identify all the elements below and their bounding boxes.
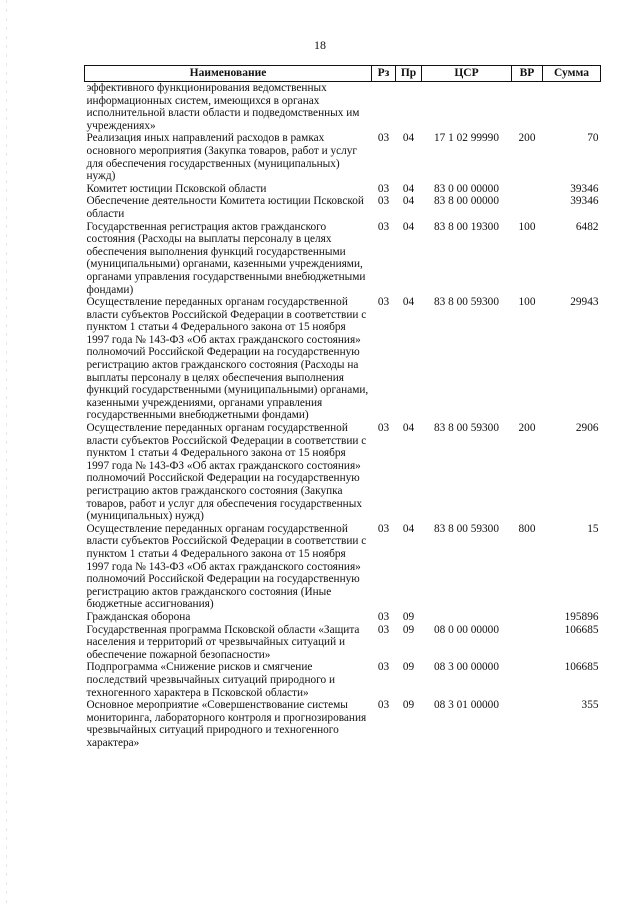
row-name: Государственная программа Псковской области «Защита населения и территорий от чрезвычайных ситуаций и обеспечение пожарной безопасности»: [86, 623, 360, 661]
row-sum: 355: [581, 699, 599, 712]
row-sum: 70: [587, 132, 599, 145]
page-number: 18: [314, 38, 326, 52]
row-pr: 04: [402, 132, 415, 145]
row-pr: 04: [402, 522, 415, 535]
table-row: [85, 296, 601, 422]
row-sum: 39346: [570, 195, 599, 208]
row-sum: 15: [587, 522, 599, 535]
row-rz: 03: [377, 182, 390, 195]
row-sum: 106685: [564, 661, 599, 674]
header-pr: Пр: [396, 66, 422, 82]
row-csr: 83 8 00 00000: [434, 195, 499, 208]
row-vr: [512, 624, 543, 662]
row-name: Осуществление переданных органам государственной власти субъектов Российской Федерации в соответствии с пунктом 1 статьи 4 Федерального закона от 15 ноября 1997 года № 143-ФЗ «Об актах гражданского состояния» полномочий Российской Федерации на государственную регистрацию актов гражданского состояния (Закупка товаров, работ и услуг для обеспечения государственных (муниципальных) нужд): [86, 422, 367, 523]
row-name: Осуществление переданных органам государственной власти субъектов Российской Федерации в соответствии с пунктом 1 статьи 4 Федерального закона от 15 ноября 1997 года № 143-ФЗ «Об актах гражданского состояния» полномочий Российской Федерации на государственную регистрацию актов гражданского состояния (Иные бюджетные ассигнования): [86, 522, 367, 611]
row-csr: [422, 611, 512, 624]
scan-edge-mark: [6, 0, 7, 905]
row-csr: 08 0 00 00000: [434, 623, 499, 636]
row-rz: 03: [377, 296, 390, 309]
row-sum: 6482: [575, 220, 599, 233]
row-sum: [543, 82, 601, 133]
row-rz: 03: [377, 610, 390, 623]
row-rz: 03: [377, 220, 390, 233]
row-csr: 08 3 01 00000: [434, 699, 499, 712]
header-rz: Рз: [372, 66, 396, 82]
row-csr: 83 8 00 59300: [434, 422, 499, 435]
table-row: [85, 611, 601, 624]
row-pr: 04: [402, 220, 415, 233]
row-vr: [512, 82, 543, 133]
row-pr: [396, 82, 422, 133]
row-pr: 04: [402, 422, 415, 435]
row-name: Гражданская оборона: [86, 610, 191, 623]
row-vr: 800: [518, 522, 536, 535]
row-vr: 100: [518, 220, 536, 233]
row-rz: [372, 82, 396, 133]
row-name: Государственная регистрация актов гражданского состояния (Расходы на выплаты персоналу в целях обеспечения выполнения функций государственными (муниципальными) органами, казенными учреждениями, органами управления государственными внебюджетными фондами): [86, 220, 366, 296]
table-row: [85, 221, 601, 297]
row-csr: 83 8 00 19300: [434, 220, 499, 233]
row-name: Реализация иных направлений расходов в рамках основного мероприятия (Закупка товаров, работ и услуг для обеспечения государственных (муниципальных) нужд): [86, 132, 358, 183]
table-row: [85, 183, 601, 196]
row-pr: 04: [402, 195, 415, 208]
row-csr: [422, 82, 512, 133]
row-vr: [512, 611, 543, 624]
row-csr: 83 0 00 00000: [434, 182, 499, 195]
header-csr: ЦСР: [422, 66, 512, 82]
row-vr: [512, 661, 543, 699]
row-csr: 17 1 02 99990: [434, 132, 499, 145]
table-row: [85, 82, 601, 133]
header-name: Наименование: [85, 66, 372, 82]
row-csr: 08 3 00 00000: [434, 661, 499, 674]
row-sum: 2906: [575, 422, 599, 435]
row-name: эффективного функционирования ведомственных информационных систем, имеющихся в органах исполнительной власти области и подведомственных им учреждениях»: [86, 82, 360, 132]
row-vr: 200: [518, 422, 536, 435]
row-name: Комитет юстиции Псковской области: [86, 182, 267, 195]
table-row: [85, 661, 601, 699]
row-rz: 03: [377, 661, 390, 674]
row-name: Обеспечение деятельности Комитета юстиции Псковской области: [86, 195, 364, 220]
row-pr: 09: [402, 623, 415, 636]
row-vr: 100: [518, 296, 536, 309]
row-name: Основное мероприятие «Совершенствование системы мониторинга, лабораторного контроля и прогнозирования чрезвычайных ситуаций природного и техногенного характера»: [86, 699, 367, 749]
row-pr: 09: [402, 661, 415, 674]
row-vr: 200: [518, 132, 536, 145]
table-row: [85, 523, 601, 611]
row-csr: 83 8 00 59300: [434, 522, 499, 535]
header-sum: Сумма: [543, 66, 601, 82]
row-rz: 03: [377, 623, 390, 636]
table-row: [85, 132, 601, 182]
row-rz: 03: [377, 522, 390, 535]
row-rz: 03: [377, 132, 390, 145]
row-sum: 39346: [570, 182, 599, 195]
row-pr: 04: [402, 296, 415, 309]
row-pr: 04: [402, 182, 415, 195]
row-pr: 09: [402, 610, 415, 623]
table-row: [85, 195, 601, 220]
row-sum: 195896: [564, 610, 599, 623]
row-name: Осуществление переданных органам государственной власти субъектов Российской Федерации в соответствии с пунктом 1 статьи 4 Федерального закона от 15 ноября 1997 года № 143-ФЗ «Об актах гражданского состояния» полномочий Российской Федерации на государственную регистрацию актов гражданского состояния (Расходы на выплаты персоналу в целях обеспечения выполнения функций государственными (муниципальными) органами, казенными учреждениями, органами управления государственными внебюджетными фондами): [86, 296, 369, 422]
row-pr: 09: [402, 699, 415, 712]
row-vr: [512, 195, 543, 220]
row-vr: [512, 699, 543, 749]
row-csr: 83 8 00 59300: [434, 296, 499, 309]
header-vr: ВР: [512, 66, 543, 82]
table-row: [85, 699, 601, 749]
row-rz: 03: [377, 699, 390, 712]
row-rz: 03: [377, 195, 390, 208]
row-sum: 106685: [564, 623, 599, 636]
budget-table: [84, 65, 601, 749]
table-header-row: [85, 66, 601, 82]
row-name: Подпрограмма «Снижение рисков и смягчение последствий чрезвычайных ситуаций природного и техногенного характера в Псковской области»: [86, 661, 336, 699]
table-row: [85, 624, 601, 662]
row-rz: 03: [377, 422, 390, 435]
row-sum: 29943: [570, 296, 599, 309]
table-row: [85, 422, 601, 523]
row-vr: [512, 183, 543, 196]
